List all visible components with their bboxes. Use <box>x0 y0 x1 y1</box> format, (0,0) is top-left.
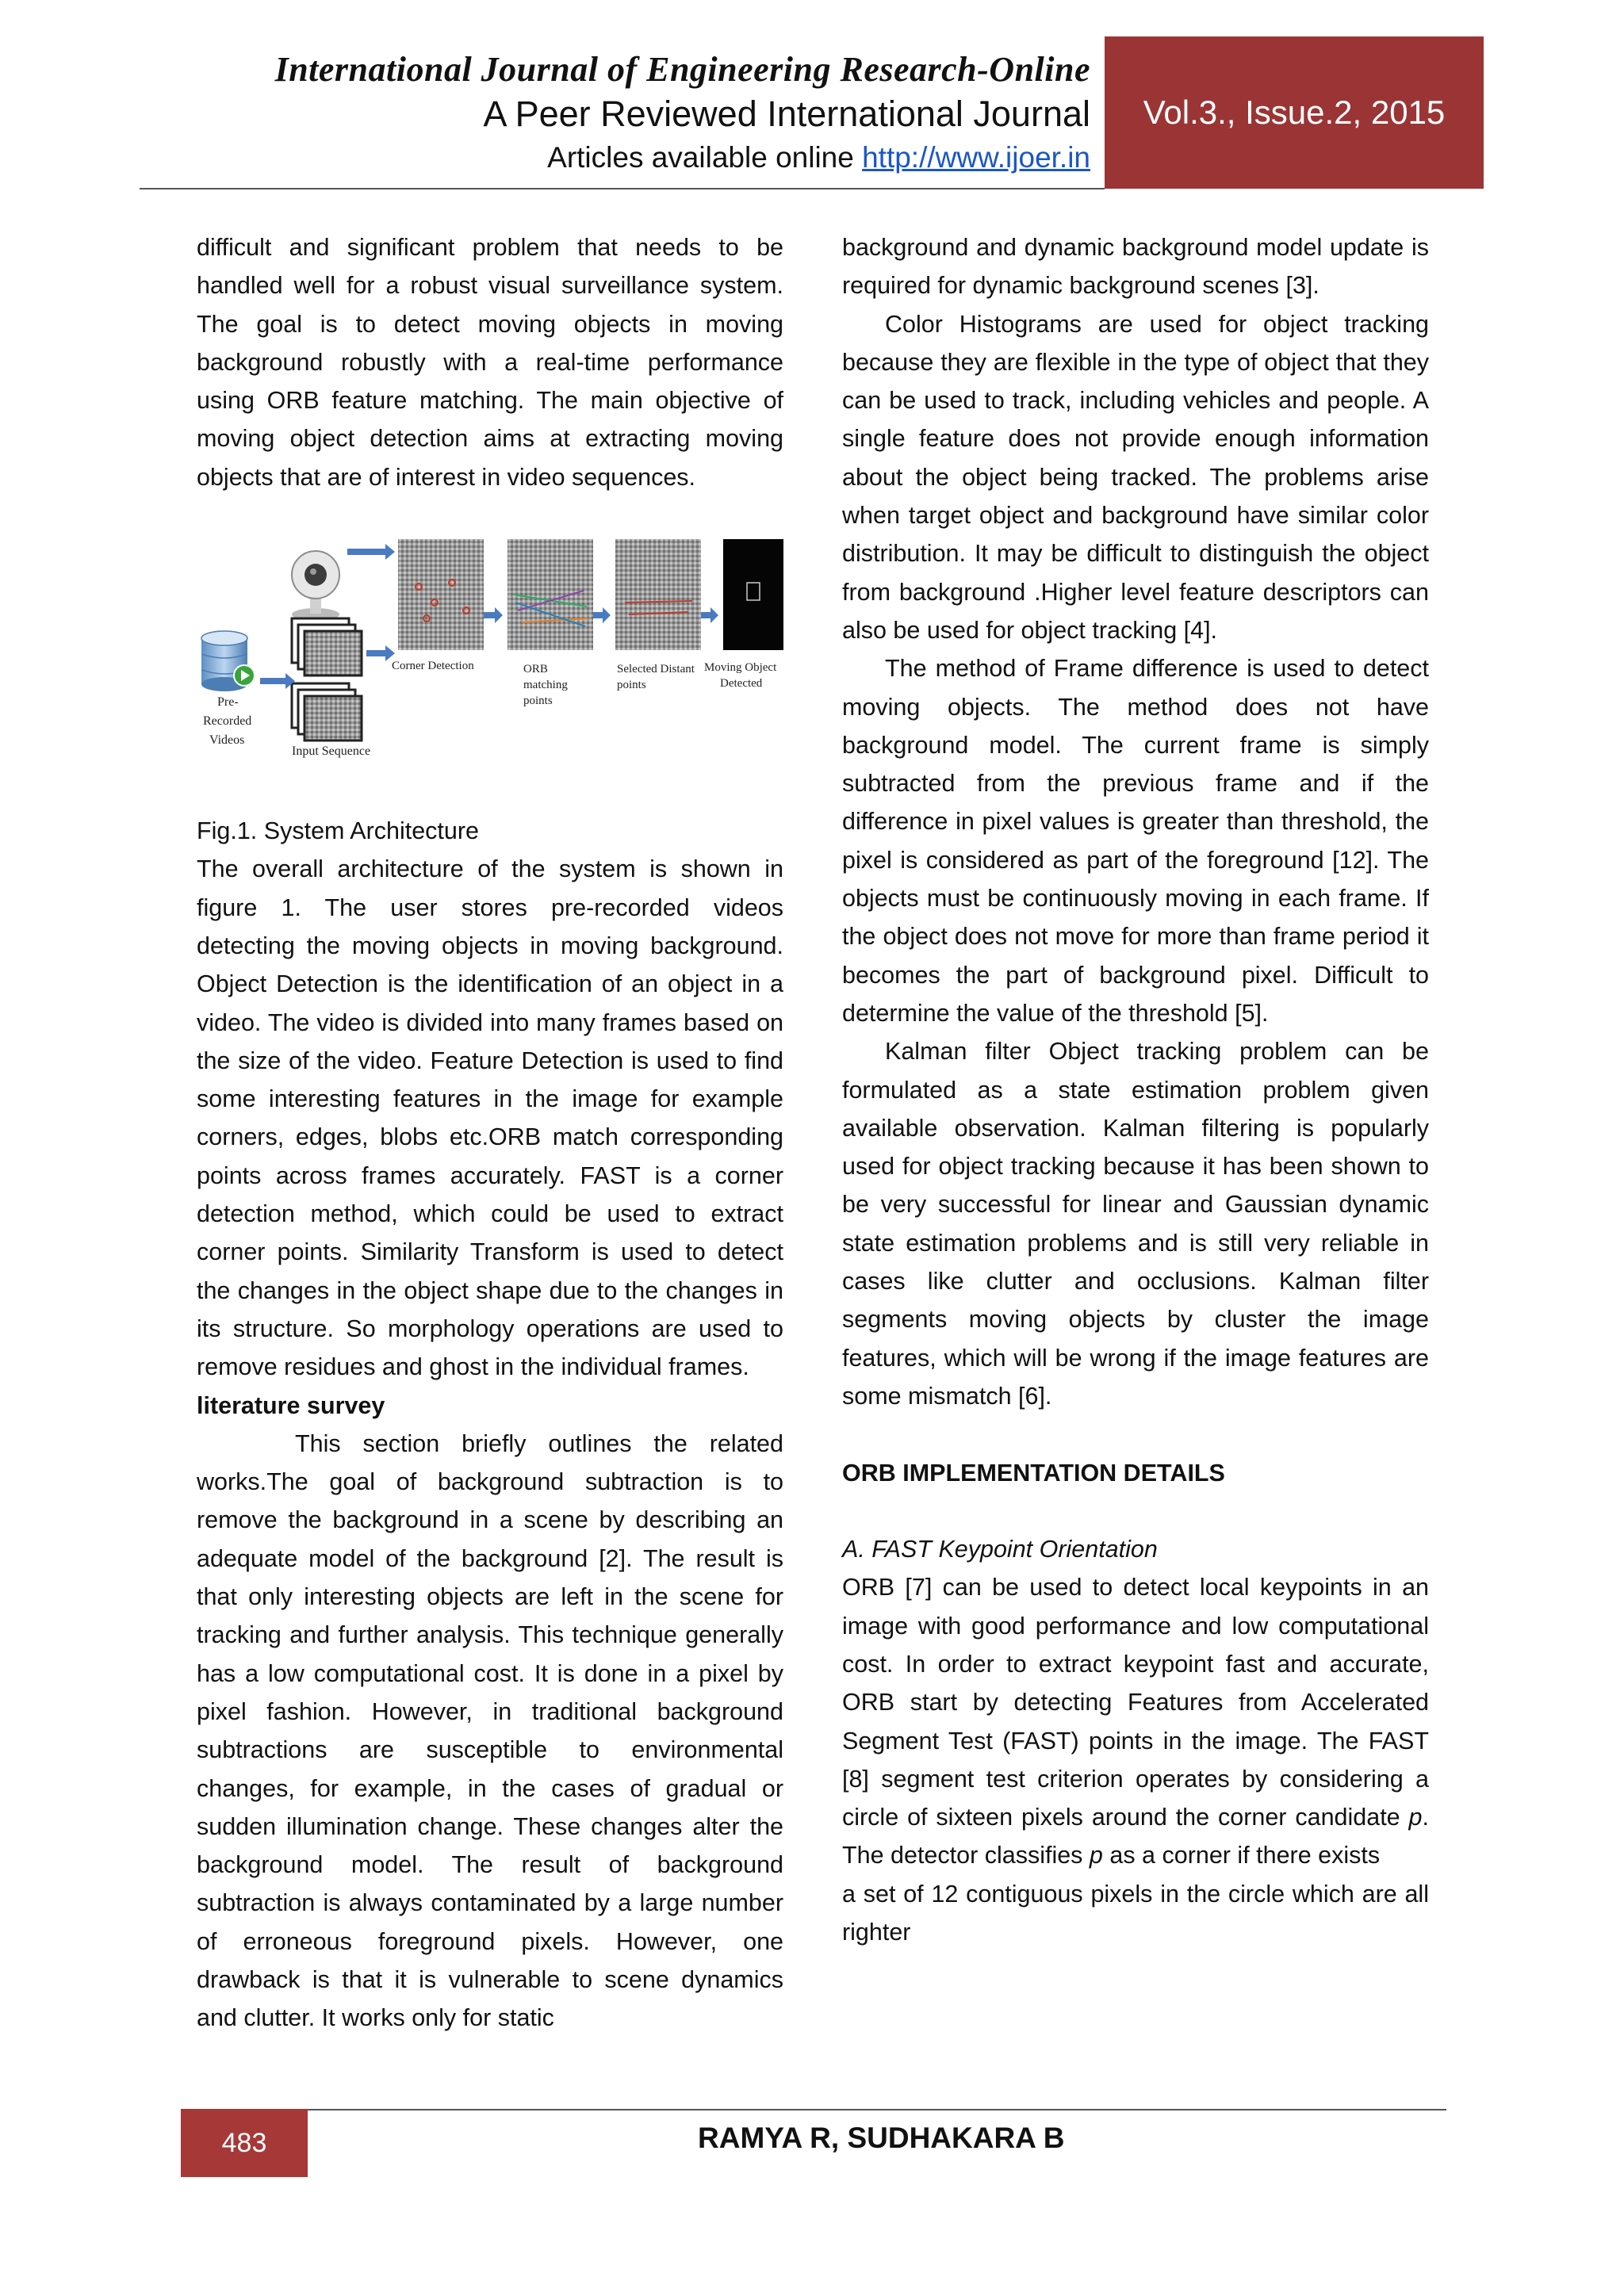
right-column <box>842 228 1429 1951</box>
pre-label-3: Videos <box>209 733 245 748</box>
corner-detection-label: Corner Detection <box>392 660 474 673</box>
moving-label-2: Detected <box>720 677 763 691</box>
articles-prefix: Articles available online <box>547 141 863 174</box>
figure-caption: Fig.1. System Architecture <box>197 817 479 845</box>
para5-var-p2: p <box>1089 1842 1103 1869</box>
right-paragraph-3: The method of Frame difference is used to detect moving objects. The method does not have background model. The current frame is simply subtracted from the previous frame and if the difference in pixel values is greater than threshold, the pixel is considered as part of the foreground [12]. The objects must be continuously moving in each frame. If the object does not move for more than frame period it becomes the part of background pixel. Difficult to determine the value of the threshold [5]. <box>842 655 1429 1027</box>
moving-label-1: Moving Object <box>704 661 777 675</box>
selected-label-2: points <box>617 679 646 692</box>
orb-label-1: ORB <box>523 663 548 676</box>
right-paragraph-4: Kalman filter Object tracking problem can be formulated as a state estimation problem given available observation. Kalman filtering is popularly used for object tracking because it has been shown to be very successful for linear and Gaussian dynamic state estimation problems and is still very reliable in cases like clutter and occlusions. Kalman filter segments moving objects by cluster the image features, which will be wrong if the image features are some mismatch [6]. <box>842 1038 1429 1410</box>
authors: RAMYA R, SUDHAKARA B <box>698 2122 1065 2154</box>
para5-text-b: . The detector classifies <box>842 1804 1429 1869</box>
volume-text: Vol.3., Issue.2, 2015 <box>1143 94 1446 131</box>
pre-label-1: Pre- <box>217 695 239 710</box>
journal-subtitle: A Peer Reviewed International Journal <box>483 94 1090 134</box>
system-architecture-figure <box>197 507 783 801</box>
moving-object-image <box>723 539 783 650</box>
orb-label-3: points <box>523 695 553 708</box>
para5-var-p1: p <box>1408 1804 1423 1831</box>
pre-label-2: Recorded <box>203 714 252 729</box>
page-number-badge <box>181 2109 308 2177</box>
input-sequence-frames <box>292 618 362 740</box>
orb-matching-image <box>508 539 593 650</box>
page-number: 483 <box>221 2127 267 2158</box>
journal-title: International Journal of Engineering Research-Online <box>274 50 1090 89</box>
webcam-icon <box>292 551 339 621</box>
para5-text-c: as a corner if there exists <box>1102 1842 1381 1869</box>
orb-implementation-heading: ORB IMPLEMENTATION DETAILS <box>842 1459 1225 1487</box>
spacer <box>842 1492 1429 1530</box>
header-divider <box>140 188 1105 189</box>
selected-points-image <box>615 539 701 650</box>
articles-available <box>230 141 1090 174</box>
journal-url-link[interactable]: http://www.ijoer.in <box>862 141 1090 174</box>
right-paragraph-6: a set of 12 contiguous pixels in the circle which are all righter <box>842 1880 1429 1946</box>
corner-detection-image <box>398 539 484 650</box>
left-paragraph-3: This section briefly outlines the related works.The goal of background subtraction is to remove the background in a scene by describing an adequate model of the background [2]. The result is that only interesting objects are left in the scene for tracking and further analysis. This technique generally has a low computational cost. It is done in a pixel by pixel fashion. However, in traditional background subtractions are susceptible to environmental changes, for example, in the cases of gradual or sudden illumination change. These changes alter the background model. The result of background subtraction is always contaminated by a large number of erroneous foreground pixels. However, one drawback is that it is vulnerable to scene dynamics and clutter. It works only for static <box>197 1429 783 2032</box>
orb-label-2: matching <box>523 679 568 692</box>
literature-survey-heading: literature survey <box>197 1391 385 1419</box>
right-paragraph-5 <box>842 1568 1429 1874</box>
footer-divider <box>181 2109 1446 2110</box>
architecture-diagram <box>197 507 783 801</box>
right-paragraph-2: Color Histograms are used for object tracking because they are flexible in the type of object that they can be used to track, including vehicles and people. A single feature does not provide enough information about the object being tracked. The problems arise when target object and background have similar color distribution. It may be difficult to distinguish the object from background .Higher level feature descriptors can also be used for object tracking [4]. <box>842 310 1429 644</box>
left-paragraph-2: The overall architecture of the system is shown in figure 1. The user stores pre-recorded videos detecting the moving objects in moving background. Object Detection is the identification of an object in a video. The video is divided into many frames based on the size of the video. Feature Detection is used to find some interesting features in the image for example corners, edges, blobs etc.ORB match corresponding points across frames accurately. FAST is a corner detection method, which could be used to extract corner points. Similarity Transform is used to detect the changes in the object shape due to the changes in its structure. So morphology operations are used to remove residues and ghost in the individual frames. <box>197 855 783 1381</box>
database-icon <box>201 631 255 691</box>
selected-label-1: Selected Distant <box>617 663 695 676</box>
right-paragraph-1: background and dynamic background model update is required for dynamic background scenes [3]. <box>842 234 1429 300</box>
volume-badge <box>1105 36 1484 189</box>
para5-text-a: ORB [7] can be used to detect local keypoints in an image with good performance and low computational cost. In order to extract keypoint fast and accurate, ORB start by detecting Features from Accelerated Segment Test (FAST) points in the image. The FAST [8] segment test criterion operates by considering a circle of sixteen pixels around the corner candidate <box>842 1574 1429 1831</box>
left-column <box>197 228 783 2038</box>
input-sequence-label: Input Sequence <box>292 744 371 759</box>
spacer <box>842 1415 1429 1453</box>
left-paragraph-1: difficult and significant problem that needs to be handled well for a robust visual surveillance system. The goal is to detect moving objects in moving background robustly with a real-time performance using ORB feature matching. The main objective of moving object detection aims at extracting moving objects that are of interest in video sequences. <box>197 234 783 491</box>
fast-keypoint-subheading: A. FAST Keypoint Orientation <box>842 1536 1158 1563</box>
